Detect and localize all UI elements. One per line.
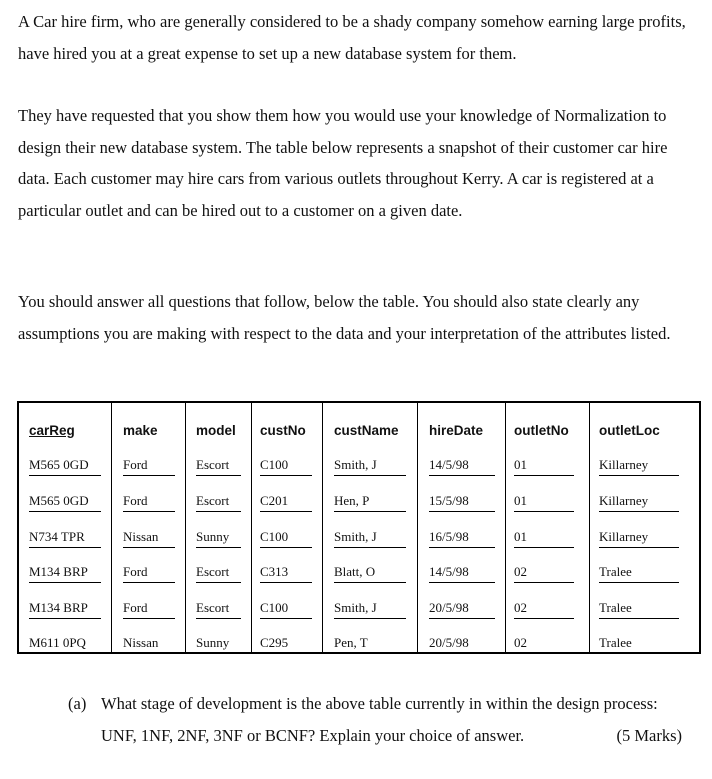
table-cell-carReg: M134 BRP — [29, 562, 101, 583]
table-cell-hireDate: 16/5/98 — [429, 527, 495, 548]
table-cell-model: Escort — [196, 598, 241, 619]
header-model: model — [196, 423, 236, 438]
table-cell-hireDate: 20/5/98 — [429, 598, 495, 619]
header-make: make — [123, 423, 158, 438]
header-carReg: carReg — [29, 423, 75, 438]
table-cell-outletLoc: Killarney — [599, 491, 679, 512]
table-cell-outletNo: 01 — [514, 455, 574, 476]
table-cell-model: Escort — [196, 562, 241, 583]
table-cell-custNo: C295 — [260, 633, 312, 654]
table-cell-model: Sunny — [196, 633, 241, 654]
table-cell-custNo: C100 — [260, 527, 312, 548]
table-cell-hireDate: 15/5/98 — [429, 491, 495, 512]
table-cell-outletLoc: Tralee — [599, 598, 679, 619]
table-cell-hireDate: 20/5/98 — [429, 633, 495, 654]
table-cell-carReg: M134 BRP — [29, 598, 101, 619]
table-cell-outletLoc: Killarney — [599, 527, 679, 548]
question-label: (a) — [68, 694, 87, 713]
intro-paragraph-3: You should answer all questions that follow, below the table. You should also state clearly any assumptions you are making with respect to the data and your interpretation of the attributes listed. — [18, 292, 671, 343]
car-hire-table — [17, 401, 701, 654]
column-divider — [589, 403, 590, 652]
column-divider — [322, 403, 323, 652]
table-cell-carReg: M565 0GD — [29, 491, 101, 512]
column-divider — [417, 403, 418, 652]
table-cell-outletLoc: Tralee — [599, 633, 679, 654]
table-cell-model: Sunny — [196, 527, 241, 548]
table-cell-carReg: M611 0PQ — [29, 633, 101, 654]
table-cell-model: Escort — [196, 455, 241, 476]
header-outletNo: outletNo — [514, 423, 569, 438]
intro-paragraph-1: A Car hire firm, who are generally considered to be a shady company somehow earning large profits, have hired you at a great expense to set up a new database system for them. — [18, 12, 686, 63]
header-custName: custName — [334, 423, 399, 438]
table-cell-outletLoc: Killarney — [599, 455, 679, 476]
table-cell-custNo: C313 — [260, 562, 312, 583]
table-cell-make: Ford — [123, 598, 175, 619]
table-cell-custNo: C201 — [260, 491, 312, 512]
table-cell-custName: Smith, J — [334, 527, 406, 548]
table-cell-make: Ford — [123, 455, 175, 476]
table-cell-custName: Pen, T — [334, 633, 406, 654]
header-custNo: custNo — [260, 423, 306, 438]
table-cell-custName: Hen, P — [334, 491, 406, 512]
table-cell-custName: Smith, J — [334, 598, 406, 619]
table-cell-custName: Smith, J — [334, 455, 406, 476]
question-text-line-1: What stage of development is the above table currently in within the design process: — [101, 694, 658, 713]
table-cell-outletNo: 01 — [514, 527, 574, 548]
column-divider — [505, 403, 506, 652]
column-divider — [251, 403, 252, 652]
table-cell-make: Ford — [123, 562, 175, 583]
table-cell-custNo: C100 — [260, 598, 312, 619]
table-cell-outletNo: 02 — [514, 598, 574, 619]
table-cell-custName: Blatt, O — [334, 562, 406, 583]
header-hireDate: hireDate — [429, 423, 484, 438]
table-cell-carReg: M565 0GD — [29, 455, 101, 476]
table-cell-carReg: N734 TPR — [29, 527, 101, 548]
table-cell-custNo: C100 — [260, 455, 312, 476]
table-cell-make: Ford — [123, 491, 175, 512]
table-cell-hireDate: 14/5/98 — [429, 455, 495, 476]
table-cell-outletNo: 02 — [514, 562, 574, 583]
table-cell-model: Escort — [196, 491, 241, 512]
header-outletLoc: outletLoc — [599, 423, 660, 438]
table-cell-outletLoc: Tralee — [599, 562, 679, 583]
column-divider — [185, 403, 186, 652]
table-cell-make: Nissan — [123, 633, 175, 654]
question-marks: (5 Marks) — [616, 726, 682, 745]
intro-paragraph-2: They have requested that you show them how you would use your knowledge of Normalization to design their new database system. The table below represents a snapshot of their customer car hire data. Each customer may hire cars from various outlets throughout Kerry. A car is registered at a particular outlet and can be hired out to a customer on a given date. — [18, 106, 668, 220]
table-cell-outletNo: 01 — [514, 491, 574, 512]
question-text-line-2: UNF, 1NF, 2NF, 3NF or BCNF? Explain your choice of answer. — [101, 726, 525, 745]
table-cell-hireDate: 14/5/98 — [429, 562, 495, 583]
table-cell-make: Nissan — [123, 527, 175, 548]
table-cell-outletNo: 02 — [514, 633, 574, 654]
column-divider — [111, 403, 112, 652]
